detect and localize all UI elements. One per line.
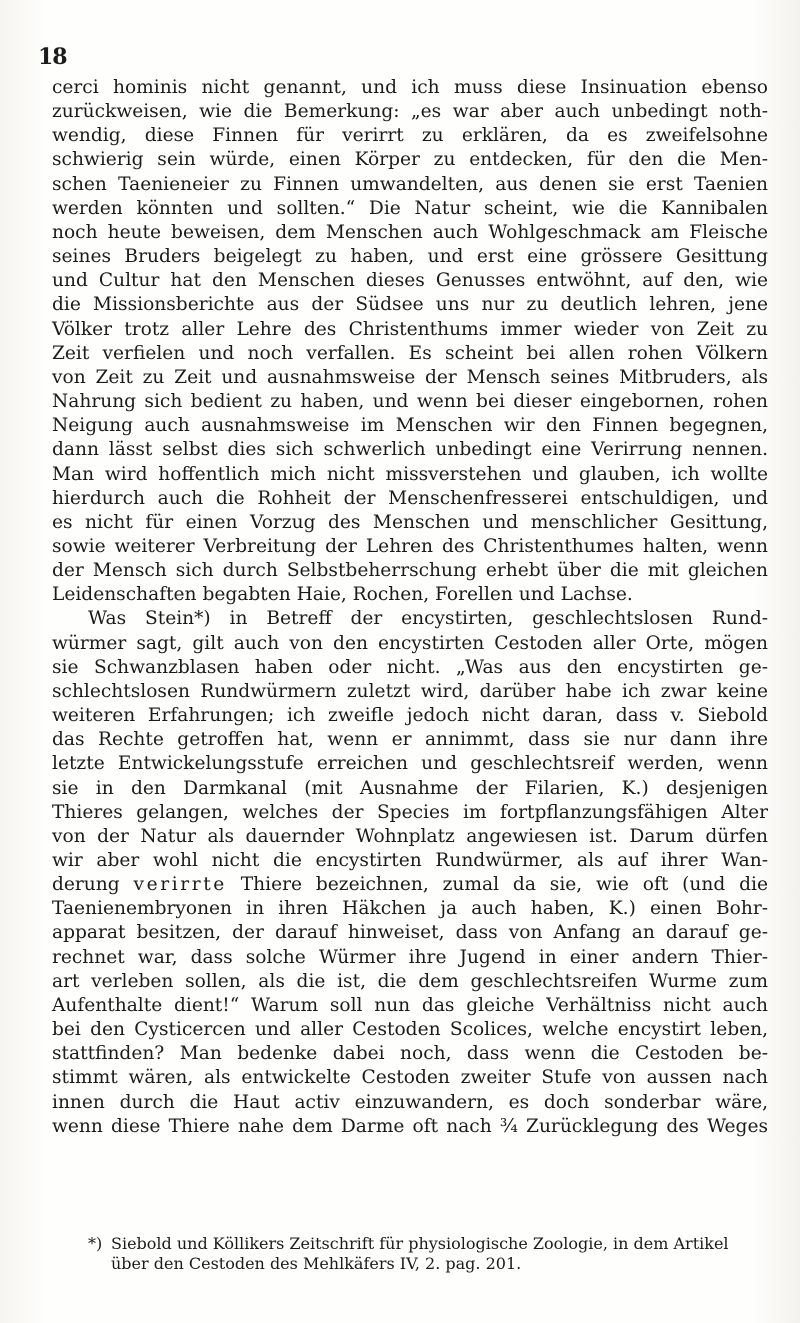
text-line: wenn diese Thiere nahe dem Darme oft nach ¾ Zurücklegung des Weges bbox=[52, 1115, 768, 1137]
text-line: Taenienembryonen in ihren Häkchen ja auch haben, K.) einen Bohr- bbox=[52, 898, 768, 920]
page-number: 18 bbox=[38, 44, 67, 70]
text-line: seines Bruders beigelegt zu haben, und erst eine grössere Gesittung bbox=[52, 246, 768, 268]
text-line: sie Schwanzblasen haben oder nicht. „Was aus den encystirten ge- bbox=[52, 656, 768, 678]
text-line: schwierig sein würde, einen Körper zu entdecken, für den die Men- bbox=[52, 149, 768, 171]
text-line: Zeit verfielen und noch verfallen. Es scheint bei allen rohen Völkern bbox=[52, 342, 768, 364]
text-line: zurückweisen, wie die Bemerkung: „es war aber auch unbedingt noth- bbox=[52, 101, 768, 123]
text-line: die Missionsberichte aus der Südsee uns nur zu deutlich lehren, jene bbox=[52, 294, 768, 316]
text-line: art verleben sollen, als die ist, die dem geschlechtsreifen Wurme zum bbox=[52, 970, 768, 992]
text-line: Man wird hoffentlich mich nicht missverstehen und glauben, ich wollte bbox=[52, 463, 768, 485]
footnote bbox=[88, 1234, 764, 1274]
text-line: sie in den Darmkanal (mit Ausnahme der Filarien, K.) desjenigen bbox=[52, 777, 768, 799]
text-line: sowie weiterer Verbreitung der Lehren des Christenthumes halten, wenn bbox=[52, 535, 768, 557]
text-line: Leidenschaften begabten Haie, Rochen, Forellen und Lachse. bbox=[52, 584, 633, 606]
text-line: noch heute beweisen, dem Menschen auch Wohlgeschmack am Fleische bbox=[52, 221, 768, 243]
text-line: würmer sagt, gilt auch von den encystirten Cestoden aller Orte, mögen bbox=[52, 632, 768, 654]
text-line: schen Taenieneier zu Finnen umwandelten, aus denen sie erst Taenien bbox=[52, 173, 768, 195]
text-line: wir aber wohl nicht die encystirten Rundwürmer, als auf ihrer Wan- bbox=[52, 850, 768, 871]
text-line: cerci hominis nicht genannt, und ich muss diese Insinuation ebenso bbox=[52, 77, 768, 98]
emphasized-word: verirrte bbox=[133, 874, 227, 896]
text-line: Was Stein*) in Betreff der encystirten, geschlechtslosen Rund- bbox=[88, 608, 768, 630]
text-line: und Cultur hat den Menschen dieses Genusses entwöhnt, auf den, wie bbox=[52, 270, 768, 292]
text-line: von der Natur als dauernder Wohnplatz angewiesen ist. Darum dürfen bbox=[52, 825, 768, 847]
text-line: apparat besitzen, der darauf hinweiset, dass von Anfang an darauf ge- bbox=[52, 922, 768, 944]
text-line: der Mensch sich durch Selbstbeherrschung erhebt über die mit gleichen bbox=[52, 560, 768, 582]
text-line: Nahrung sich bedient zu haben, und wenn bei dieser eingebornen, rohen bbox=[52, 391, 768, 413]
text-line: innen durch die Haut activ einzuwandern, es doch sonderbar wäre, bbox=[52, 1091, 768, 1113]
body-text bbox=[52, 76, 768, 1139]
text-line: es nicht für einen Vorzug des Menschen und menschlicher Gesittung, bbox=[52, 511, 768, 533]
footnote-marker: *) bbox=[88, 1234, 103, 1253]
text-line: stattfinden? Man bedenke dabei noch, dass wenn die Cestoden be- bbox=[52, 1043, 768, 1065]
footnote-line bbox=[88, 1234, 764, 1254]
text-line: stimmt wären, als entwickelte Cestoden zweiter Stufe von aussen nach bbox=[52, 1067, 768, 1089]
text-line: dann lässt selbst dies sich schwerlich unbedingt eine Verirrung nennen. bbox=[52, 439, 768, 461]
paragraph-2 bbox=[52, 607, 768, 1138]
text-line: letzte Entwickelungsstufe erreichen und geschlechtsreif werden, wenn bbox=[52, 753, 768, 775]
text-line: rechnet war, dass solche Würmer ihre Jugend in einer andern Thier- bbox=[52, 946, 768, 968]
text-line: Thieres gelangen, welches der Species im fortpflanzungsfähigen Alter bbox=[52, 801, 768, 823]
paragraph-1 bbox=[52, 76, 768, 607]
footnote-line: über den Cestoden des Mehlkäfers IV, 2. pag. 201. bbox=[111, 1254, 522, 1273]
text-line: von Zeit zu Zeit und ausnahmsweise der Mensch seines Mitbruders, als bbox=[52, 366, 768, 388]
text-line: bei den Cysticercen und aller Cestoden Scolices, welche encystirt leben, bbox=[52, 1019, 768, 1041]
text-line: hierdurch auch die Rohheit der Menschenfresserei entschuldigen, und bbox=[52, 487, 768, 509]
text-line: weiteren Erfahrungen; ich zweifle jedoch nicht daran, dass v. Siebold bbox=[52, 705, 768, 727]
text-line: wendig, diese Finnen für verirrt zu erklären, da es zweifelsohne bbox=[52, 125, 768, 147]
text-line: schlechtslosen Rundwürmern zuletzt wird, darüber habe ich zwar keine bbox=[52, 680, 768, 702]
text-line: Aufenthalte dient!“ Warum soll nun das gleiche Verhältniss nicht auch bbox=[52, 994, 768, 1016]
text-line: Neigung auch ausnahmsweise im Menschen wir den Finnen begegnen, bbox=[52, 415, 768, 437]
text-line: das Rechte getroffen hat, wenn er annimmt, dass sie nur dann ihre bbox=[52, 729, 768, 751]
text-line: derung verirrte Thiere bezeichnen, zumal da sie, wie oft (und die bbox=[52, 874, 768, 896]
text-line: werden könnten und sollten.“ Die Natur scheint, wie die Kannibalen bbox=[52, 197, 768, 219]
text-line: Völker trotz aller Lehre des Christenthums immer wieder von Zeit zu bbox=[52, 318, 768, 340]
footnote-text: Siebold und Köllikers Zeitschrift für physiologische Zoologie, in dem Artikel bbox=[111, 1234, 729, 1253]
